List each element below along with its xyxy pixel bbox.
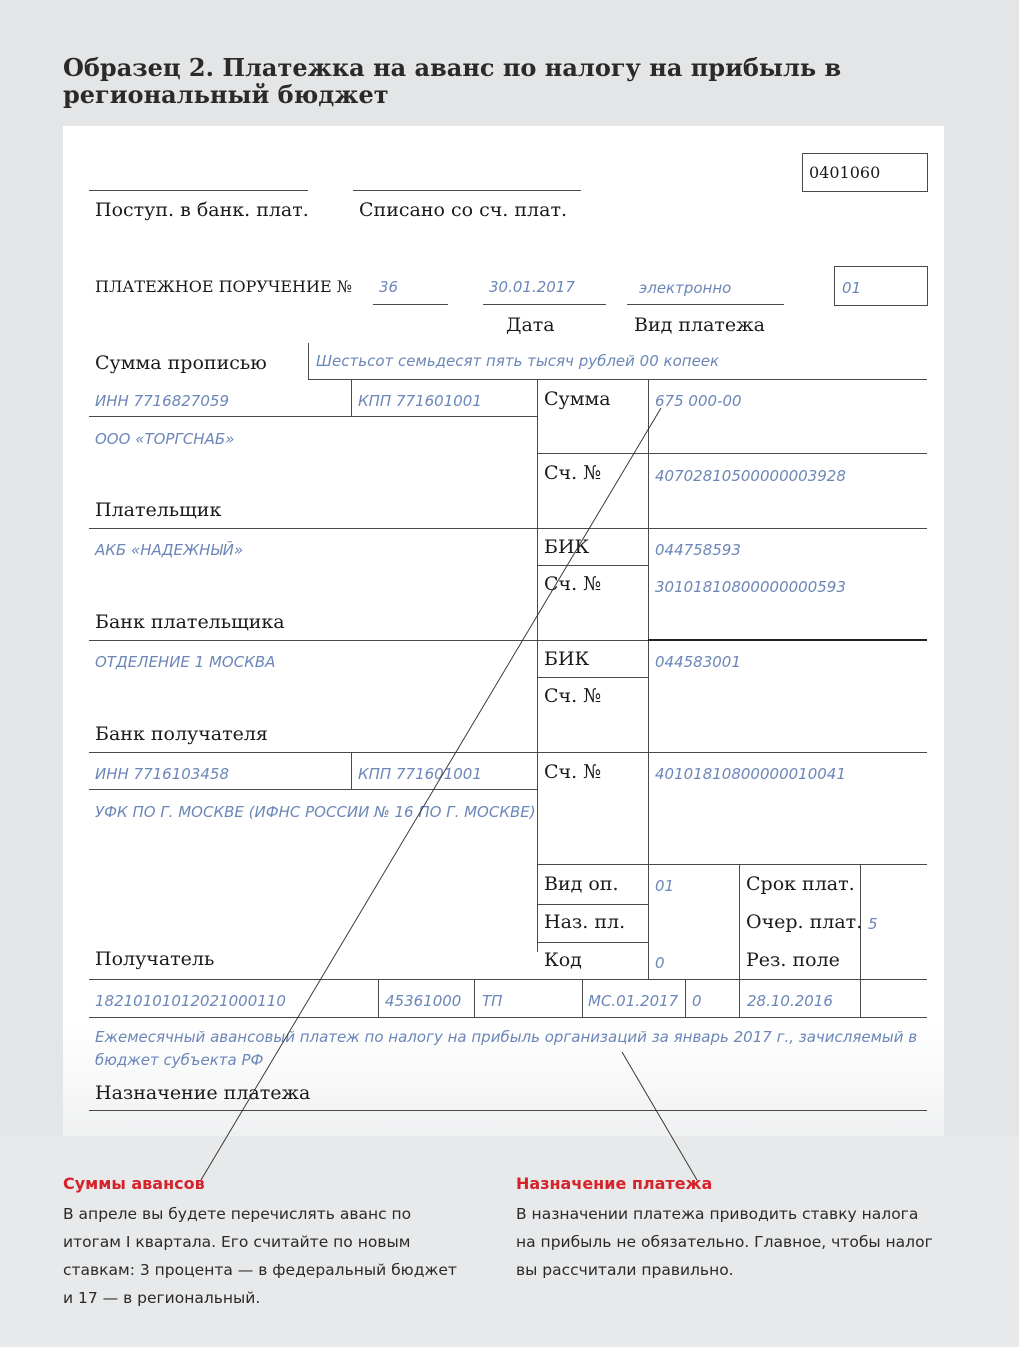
payment-kind-label: Вид платежа [634,314,765,336]
due-label: Срок плат. [746,873,855,895]
budget-basis: ТП [482,992,503,1010]
recipient-inn: ИНН 7716103458 [95,765,229,783]
payer-bank-bik-label: БИК [544,536,590,558]
form-code: 0401060 [809,163,881,182]
recipient-bank-bik-label: БИК [544,648,590,670]
recipient-bank-label: Банк получателя [95,723,268,745]
priority-label: Очер. плат. [746,911,863,933]
payer-name: ООО «ТОРГСНАБ» [95,430,235,448]
payer-bank-corr-account: 30101810800000000593 [655,578,846,596]
budget-oktmo: 45361000 [385,992,462,1010]
payer-bank-name: АКБ «НАДЕЖНЫЙ» [95,541,244,559]
payer-inn: ИНН 7716827059 [95,392,229,410]
amount-value: 675 000-00 [655,392,742,410]
code-label: Код [544,949,582,971]
priority: 5 [868,915,878,933]
payment-kind: электронно [639,279,732,297]
budget-doc-number: 0 [692,992,702,1010]
payer-bank-bik: 044758593 [655,541,741,559]
budget-doc-date: 28.10.2016 [747,992,833,1010]
recipient-account: 40101810800000010041 [655,765,846,783]
recipient-bank-name: ОТДЕЛЕНИЕ 1 МОСКВА [95,653,276,671]
op-type-label: Вид оп. [544,873,619,895]
recipient-name: УФК ПО Г. МОСКВЕ (ИФНС РОССИИ № 16 ПО Г. МОСКВЕ) [95,803,536,821]
recipient-bank-bik: 044583001 [655,653,741,671]
amount-words: Шестьсот семьдесят пять тысяч рублей 00 копеек [316,352,720,370]
budget-kbk: 18210101012021000110 [95,992,286,1010]
order-title: ПЛАТЕЖНОЕ ПОРУЧЕНИЕ № [95,277,352,296]
callout-line-purpose [622,1052,697,1180]
recipient-label: Получатель [95,948,215,970]
note-title-advances: Суммы авансов [63,1174,205,1193]
order-number: 36 [379,278,399,296]
received-label: Поступ. в банк. плат. [95,199,309,221]
code: 0 [655,954,665,972]
status-code: 01 [842,279,862,297]
payer-label: Плательщик [95,499,222,521]
purpose-text: Ежемесячный авансовый платеж по налогу на прибыль организаций за январь 2017 г., зачисляемый в бюджет субъекта РФ [95,1028,918,1069]
amount-words-label: Сумма прописью [95,352,267,374]
payer-account-label: Сч. № [544,462,602,484]
note-body-purpose: В назначении платежа приводить ставку налога на прибыль не обязательно. Главное, чтобы налог вы рассчитали правильно. [516,1205,933,1279]
payer-account: 40702810500000003928 [655,467,846,485]
note-body-advances: В апреле вы будете перечислять аванс по итогам I квартала. Его считайте по новым ставкам: 3 процента — в федеральный бюджет и 17 — в региональный. [63,1205,457,1307]
amount-label: Сумма [544,388,611,410]
debited-label: Списано со сч. плат. [359,199,567,221]
payer-kpp: КПП 771601001 [358,392,482,410]
payer-bank-label: Банк плательщика [95,611,285,633]
purpose-code-label: Наз. пл. [544,911,626,933]
date-label: Дата [506,314,555,336]
recipient-kpp: КПП 771601001 [358,765,482,783]
callout-line-amount [201,408,661,1180]
recipient-account-label: Сч. № [544,761,602,783]
purpose-label: Назначение платежа [95,1082,311,1104]
payer-bank-account-label: Сч. № [544,573,602,595]
recipient-bank-account-label: Сч. № [544,685,602,707]
op-type: 01 [655,877,675,895]
budget-period: МС.01.2017 [588,992,679,1010]
note-title-purpose: Назначение платежа [516,1174,713,1193]
page-title: Образец 2. Платежка на аванс по налогу на прибыль в региональный бюджет [63,53,842,109]
order-date: 30.01.2017 [489,278,575,296]
reserve-label: Рез. поле [746,949,840,971]
